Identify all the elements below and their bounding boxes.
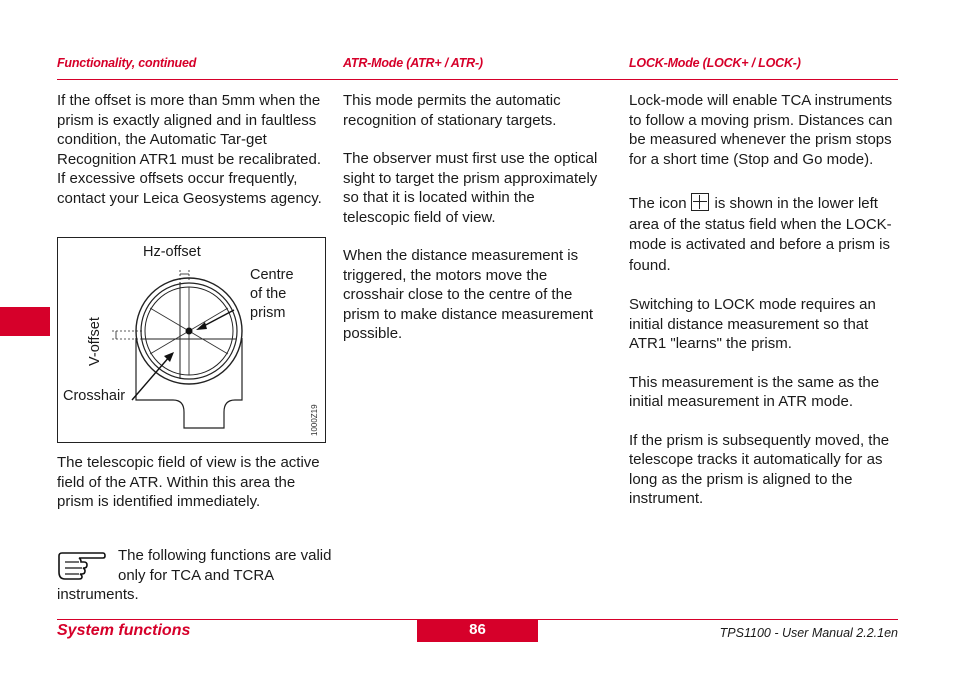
column-1-lower	[57, 453, 322, 531]
col1-paragraph-1: If the offset is more than 5mm when the prism is exactly aligned and in faultless condition, the Automatic Tar-get Recognition ATR1 must be recalibrated. If excessive offsets occur frequently, contact your Leica Geosystems agency.	[57, 92, 322, 207]
header-lock-mode: LOCK-Mode (LOCK+ / LOCK-)	[629, 56, 801, 70]
header-rule	[57, 79, 898, 80]
col3-paragraph-3: Switching to LOCK mode requires an initial distance measurement so that ATR1 "learns" the prism.	[629, 296, 876, 352]
label-centre-line3: prism	[250, 305, 286, 321]
column-3	[629, 91, 901, 528]
header-atr-mode: ATR-Mode (ATR+ / ATR-)	[343, 56, 483, 70]
note-text-cont: instruments.	[57, 586, 139, 603]
label-crosshair: Crosshair	[63, 388, 126, 404]
page-number: 86	[417, 620, 538, 642]
hand-pointer-icon	[57, 550, 107, 580]
column-2	[343, 91, 605, 363]
section-tab-marker	[0, 307, 50, 336]
col2-paragraph-3: When the distance measurement is triggered, the motors move the crosshair close to the centre of the prism to make distance measurement possible.	[343, 247, 594, 342]
col3-paragraph-4: This measurement is the same as the initial measurement in ATR mode.	[629, 373, 880, 410]
label-v-offset: V-offset	[87, 317, 103, 366]
lock-crosshair-icon	[691, 193, 709, 211]
figure-code: 1000Z19	[310, 404, 319, 436]
col1-paragraph-2: The telescopic field of view is the active field of the ATR. Within this area the prism is identified immediately.	[57, 454, 320, 510]
prism-offset-figure	[57, 237, 326, 443]
col3-paragraph-1: Lock-mode will enable TCA instruments to follow a moving prism. Distances can be measured whenever the prism stops for a short time (Stop and Go mode).	[629, 92, 893, 168]
col3-paragraph-5: If the prism is subsequently moved, the telescope tracks it automatically for as long as the prism is aligned to the instrument.	[629, 431, 890, 507]
column-1	[57, 91, 329, 227]
label-centre-line2: of the	[250, 286, 287, 302]
header-functionality: Functionality, continued	[57, 56, 197, 70]
footer-section-title: System functions	[57, 622, 191, 639]
col2-paragraph-1: This mode permits the automatic recognition of stationary targets.	[343, 92, 561, 129]
footer-manual-title: TPS1100 - User Manual 2.2.1en	[719, 626, 898, 640]
note-text: The following functions are valid only for TCA and TCRA	[118, 547, 332, 584]
prism-centre-dot	[186, 328, 193, 335]
col2-paragraph-2: The observer must first use the optical sight to target the prism approximately so that it is located within the telescopic field of view.	[343, 150, 598, 226]
label-hz-offset: Hz-offset	[143, 244, 201, 260]
col3-paragraph-2: The icon is shown in the lower left area of the status field when the LOCK-mode is activated and before a prism is found.	[629, 195, 892, 274]
label-centre-line1: Centre	[250, 267, 294, 283]
note-block	[57, 546, 332, 605]
